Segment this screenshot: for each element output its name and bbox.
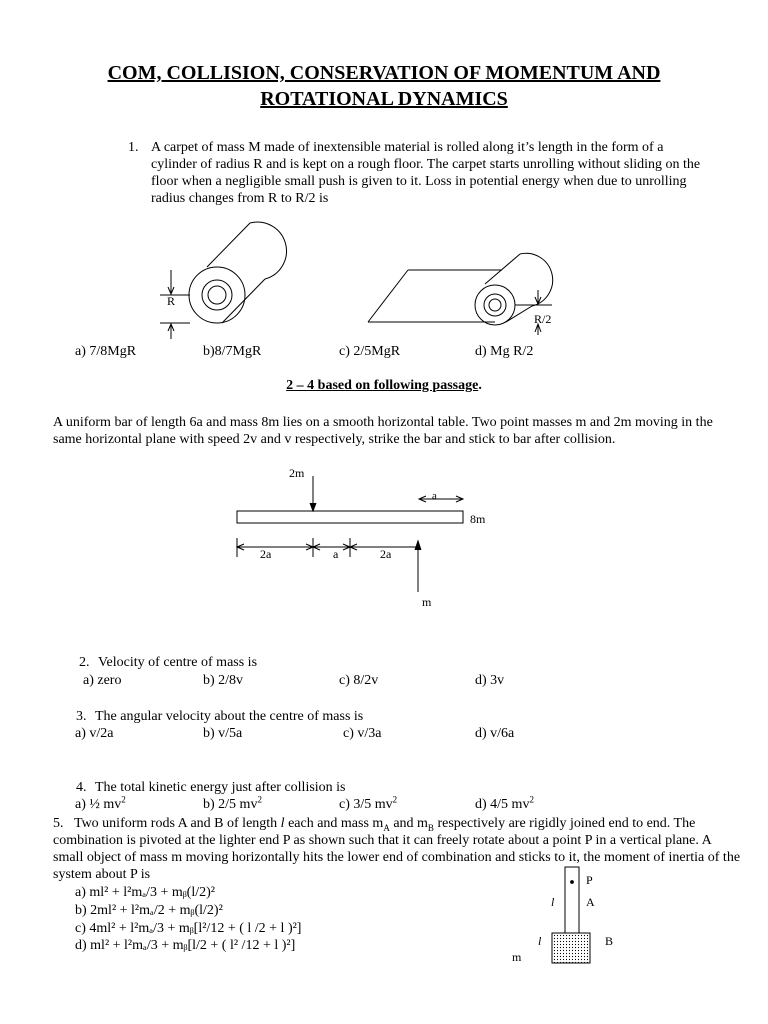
carpet-unrolled-figure (360, 250, 560, 335)
question-4-number: 4. (76, 780, 87, 795)
option-c: c) 4ml² + l²mₐ/3 + mᵦ[l²/12 + ( l /2 + l )²] (75, 921, 302, 936)
passage-heading-text: 2 – 4 based on following passage (286, 378, 479, 393)
option-d: d) ml² + l²mₐ/3 + mᵦ[l/2 + ( l² /12 + l )²] (75, 938, 296, 953)
label-r: R (167, 294, 176, 308)
option-a: a) zero (83, 673, 122, 688)
q5-text-1: Two uniform rods A and B of length (74, 816, 281, 831)
option-c: c) 8/2v (339, 673, 379, 688)
question-5-number: 5. (53, 816, 64, 831)
passage-heading (40, 377, 728, 394)
q5-sub-b: B (427, 822, 434, 833)
q5-sub-a: A (383, 822, 390, 833)
label-b: B (605, 934, 614, 948)
label-m-object: m (512, 950, 522, 964)
option-d: d) 4/5 $mv^2$ (475, 794, 534, 812)
question-text: A carpet of mass M made of inextensible material is rolled along it’s length in the form of a cylinder of radius R and is kept on a rough floor. The carpet starts unrolling without sliding on the floor when a negligible small push is given to it. Loss in potential energy when due to unrolling radius changes from R to R/2 is (151, 140, 701, 206)
label-p: P (586, 873, 593, 887)
question-3-text: The angular velocity about the centre of mass is (95, 709, 364, 724)
label-2a-right: 2a (380, 547, 392, 561)
option-a: a) v/2a (75, 726, 114, 741)
label-a-mid: a (333, 547, 339, 561)
label-2m: 2m (289, 466, 305, 480)
option-d: d) 3v (475, 673, 505, 688)
question-2-number: 2. (79, 655, 90, 670)
option-b: b) 2ml² + l²mₐ/2 + mᵦ(l/2)² (75, 903, 223, 918)
option-b: b)8/7MgR (203, 344, 262, 359)
q5-text-4: respectively are rigidly joined end to end. The combination is pivoted at the lighter end P as shown such that it can freely rotate about a point P in a vertical plane. A small object of mass m moving horizontally hits the lower end of combination and sticks to it, the moment of inertia of the system about P is (53, 816, 741, 882)
page-title: COM, COLLISION, CONSERVATION OF MOMENTUM AND ROTATIONAL DYNAMICS (107, 62, 661, 110)
option-b: b) 2/5 $mv^2$ (203, 794, 262, 812)
option-b: b) v/5a (203, 726, 243, 741)
option-c: c) 2/5MgR (339, 344, 401, 359)
question-5 (53, 815, 743, 883)
carpet-roll-figure (155, 215, 295, 345)
label-r-half: R/2 (534, 312, 552, 326)
option-c: c) 3/5 $mv^2$ (339, 794, 398, 812)
bar-collision-figure (230, 462, 510, 612)
label-a-top: a (432, 490, 437, 502)
question-3-number: 3. (76, 709, 87, 724)
option-a: a) 7/8MgR (75, 344, 137, 359)
label-8m: 8m (470, 512, 486, 526)
question-2-text: Velocity of centre of mass is (98, 655, 258, 670)
option-a: a) ½ $mv^2$ (75, 794, 126, 812)
label-m: m (422, 595, 432, 609)
q5-text-3: and m (389, 816, 428, 831)
option-c: c) v/3a (343, 726, 382, 741)
passage-text: A uniform bar of length 6a and mass 8m lies on a smooth horizontal table. Two point masses m and 2m moving in the same horizontal plane with speed 2v and v respectively, strike the bar and stick to bar after collision. (53, 415, 713, 447)
label-2a-left: 2a (260, 547, 272, 561)
option-d: d) v/6a (475, 726, 515, 741)
option-a: a) ml² + l²mₐ/3 + mᵦ(l/2)² (75, 885, 215, 900)
option-b: b) 2/8v (203, 673, 244, 688)
heading-period: . (478, 378, 482, 393)
option-d: d) Mg R/2 (475, 344, 534, 359)
question-number: 1. (128, 140, 139, 155)
label-l-b: l (538, 934, 542, 948)
label-a: A (586, 895, 595, 909)
q5-text-2: each and mass m (284, 816, 384, 831)
q5-text-l: l (280, 816, 285, 831)
rod-figure (505, 865, 635, 970)
label-l-a: l (551, 895, 555, 909)
question-4-text: The total kinetic energy just after collision is (95, 780, 346, 795)
